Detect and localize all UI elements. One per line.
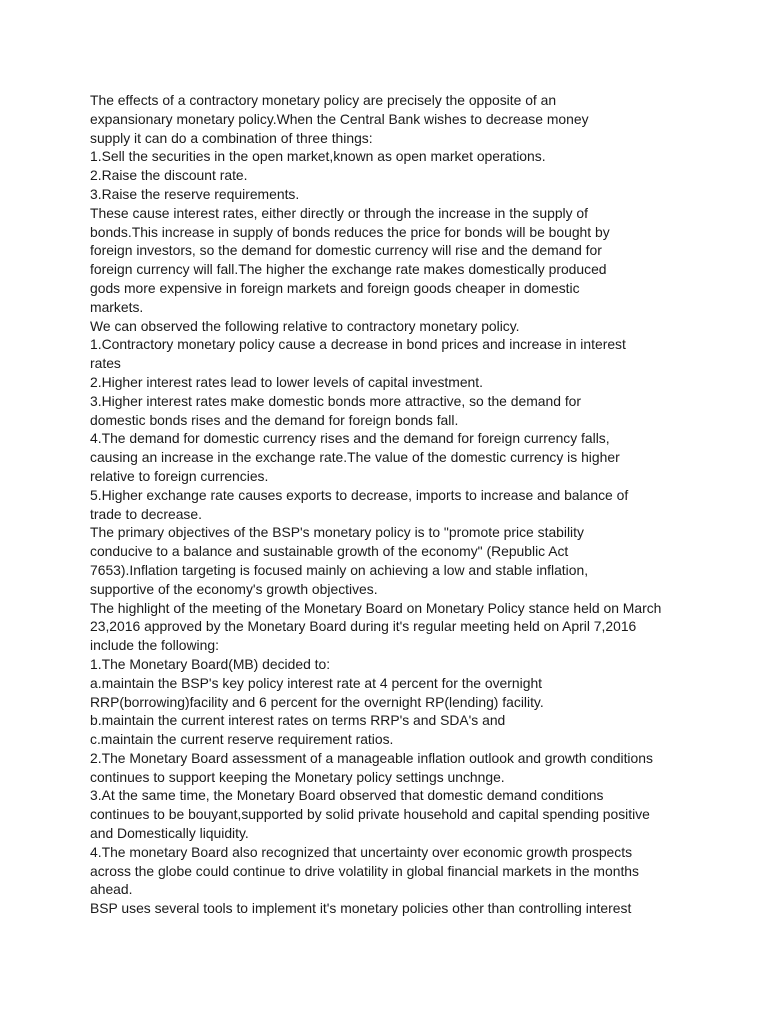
text-line: b.maintain the current interest rates on terms RRP's and SDA's and bbox=[90, 712, 506, 729]
text-line: domestic bonds rises and the demand for foreign bonds fall. bbox=[90, 411, 459, 428]
text-line: ahead. bbox=[90, 881, 133, 898]
text-line: The highlight of the meeting of the Monetary Board on Monetary Policy stance held on March bbox=[90, 599, 662, 616]
text-line: 2.Higher interest rates lead to lower levels of capital investment. bbox=[90, 373, 483, 390]
text-line: 3.At the same time, the Monetary Board observed that domestic demand conditions bbox=[90, 787, 604, 804]
text-line: supportive of the economy's growth objectives. bbox=[90, 580, 378, 597]
text-line: BSP uses several tools to implement it's monetary policies other than controlling interest bbox=[90, 900, 632, 917]
text-line: bonds.This increase in supply of bonds reduces the price for bonds will be bought by bbox=[90, 223, 610, 240]
text-line: The primary objectives of the BSP's monetary policy is to "promote price stability bbox=[90, 524, 584, 541]
text-line: 1.Contractory monetary policy cause a decrease in bond prices and increase in interest bbox=[90, 336, 626, 353]
text-line: conducive to a balance and sustainable growth of the economy" (Republic Act bbox=[90, 543, 569, 560]
text-line: across the globe could continue to drive volatility in global financial markets in the months bbox=[90, 862, 639, 879]
text-line: trade to decrease. bbox=[90, 505, 202, 522]
text-line: and Domestically liquidity. bbox=[90, 825, 249, 842]
text-line: 7653).Inflation targeting is focused mainly on achieving a low and stable inflation, bbox=[90, 561, 589, 578]
text-line: The effects of a contractory monetary policy are precisely the opposite of an bbox=[90, 92, 557, 108]
text-line: expansionary monetary policy.When the Central Bank wishes to decrease money bbox=[90, 110, 589, 127]
text-line: markets. bbox=[90, 298, 144, 315]
text-line: causing an increase in the exchange rate.The value of the domestic currency is higher bbox=[90, 449, 620, 466]
text-line: 1.The Monetary Board(MB) decided to: bbox=[90, 655, 331, 672]
text-line: 4.The monetary Board also recognized that uncertainty over economic growth prospects bbox=[90, 843, 633, 860]
text-line: These cause interest rates, either directly or through the increase in the supply of bbox=[90, 204, 589, 221]
text-line: a.maintain the BSP's key policy interest rate at 4 percent for the overnight bbox=[90, 674, 543, 691]
text-line: 5.Higher exchange rate causes exports to decrease, imports to increase and balance of bbox=[90, 486, 629, 503]
text-line: 2.The Monetary Board assessment of a manageable inflation outlook and growth conditions bbox=[90, 749, 653, 766]
text-line: RRP(borrowing)facility and 6 percent for the overnight RP(lending) facility. bbox=[90, 693, 544, 710]
text-line: relative to foreign currencies. bbox=[90, 467, 269, 484]
text-line: We can observed the following relative to contractory monetary policy. bbox=[90, 317, 520, 334]
text-line: supply it can do a combination of three things: bbox=[90, 129, 373, 146]
text-line: 2.Raise the discount rate. bbox=[90, 167, 248, 184]
text-line: continues to be bouyant,supported by solid private household and capital spending positive bbox=[90, 806, 650, 823]
text-line: 4.The demand for domestic currency rises and the demand for foreign currency falls, bbox=[90, 430, 610, 447]
text-line: include the following: bbox=[90, 637, 219, 654]
text-line: continues to support keeping the Monetary policy settings unchnge. bbox=[90, 768, 505, 785]
text-line: 3.Raise the reserve requirements. bbox=[90, 185, 300, 202]
text-line: gods more expensive in foreign markets and foreign goods cheaper in domestic bbox=[90, 279, 580, 296]
text-line: 3.Higher interest rates make domestic bonds more attractive, so the demand for bbox=[90, 392, 582, 409]
text-line: c.maintain the current reserve requirement ratios. bbox=[90, 731, 394, 748]
text-line: rates bbox=[90, 355, 121, 372]
text-line: 23,2016 approved by the Monetary Board during it's regular meeting held on April 7,2016 bbox=[90, 618, 637, 635]
text-line: foreign investors, so the demand for domestic currency will rise and the demand for bbox=[90, 242, 602, 259]
text-line: 1.Sell the securities in the open market,known as open market operations. bbox=[90, 148, 546, 165]
document-body bbox=[90, 91, 760, 918]
text-line: foreign currency will fall.The higher the exchange rate makes domestically produced bbox=[90, 261, 607, 278]
